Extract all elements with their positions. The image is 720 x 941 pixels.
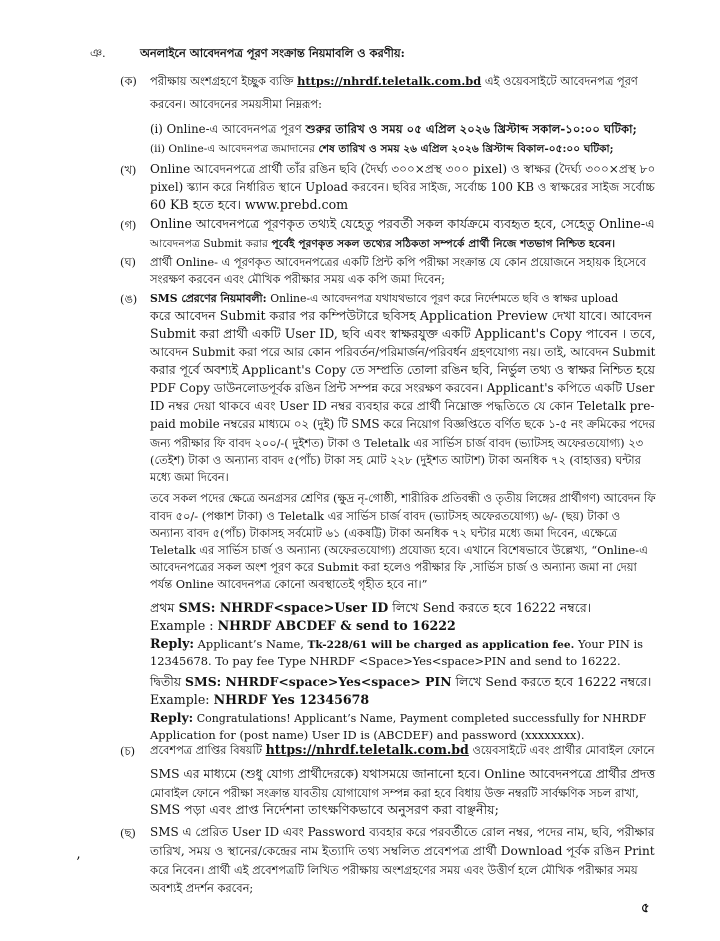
sms-rules-heading: SMS প্রেরণের নিয়মাবলী: <box>150 292 267 305</box>
second-sms-instruction: লিখে Send করতে হবে 16222 নম্বরে। <box>455 674 652 689</box>
item-ca-line-3: মোবাইল ফোনে পরীক্ষা সংক্রান্ত যাবতীয় যোগাযোগ সম্পন্ন করা হবে বিধায় উক্ত নম্বরটি সার্বক্ষণিক সচল রাখা, <box>150 786 639 800</box>
start-date-line <box>150 122 637 136</box>
second-sms-example <box>150 693 369 707</box>
item-ka-text-end: এই ওয়েবসাইটে আবেদনপত্র পূরণ <box>484 74 638 88</box>
second-sms-reply-line-2: Application for (post name) User ID is (ABCDEF) and password (xxxxxxxx). <box>150 728 585 742</box>
second-sms-example-value: NHRDF Yes 12345678 <box>213 692 370 707</box>
item-ca-text: প্রবেশপত্র প্রাপ্তির বিষয়টি <box>150 743 262 757</box>
second-sms-reply-text: Congratulations! Applicant’s Name, Payment completed successfully for NHRDF <box>196 712 647 725</box>
item-cha-line-3: করে নিবেন। প্রার্থী এই প্রবেশপত্রটি লিখিত পরীক্ষায় অংশগ্রহণের সময় এবং উত্তীর্ণ হলে মৌখিক পরীক্ষার সময় <box>150 863 638 877</box>
second-sms-line <box>150 675 651 689</box>
item-ga-line-2 <box>150 236 615 251</box>
start-date-label: (i) Online-এ আবেদনপত্র পূরণ <box>150 122 302 136</box>
item-uma-line-11: মধ্যে জমা দিবেন। <box>150 470 229 484</box>
section-number: ঞ. <box>90 46 106 60</box>
item-ka-line-2: করবেন। আবেদনের সময়সীমা নিম্নরূপ: <box>150 97 322 111</box>
end-date-line <box>150 141 614 156</box>
end-date-value: শেষ তারিখ ও সময় ২৬ এপ্রিল ২০২৬ খ্রিস্টাব্দ বিকাল-০৫:০০ ঘটিকা; <box>318 143 614 155</box>
first-sms-line <box>150 601 591 615</box>
item-uma-line-6: PDF Copy ডাউনলোডপূর্বক রঙিন প্রিন্ট সম্পন্ন করে সংরক্ষণ করবেন। Applicant's কপিতে একটি User <box>150 381 655 395</box>
start-date-value: শুরুর তারিখ ও সময় ০৫ এপ্রিল ২০২৬ খ্রিস্টাব্দ সকাল-১০:০০ ঘটিকা; <box>305 122 637 136</box>
item-uma-line-12: তবে সকল পদের ক্ষেত্রে অনগ্রসর শ্রেণির (ক্ষুদ্র নৃ-গোষ্ঠী, শারীরিক প্রতিবন্ধী ও তৃতীয় লিঙ্গের প্রার্থীগণ) আবেদন ফি <box>150 492 656 505</box>
item-kha-line-2: pixel) স্ক্যান করে নির্ধারিত স্থানে Upload করবেন। ছবির সাইজ, সর্বোচ্চ 100 KB ও স্বাক্ষরের সাইজ সর্বোচ্চ <box>150 180 655 194</box>
second-sms-example-label: Example: <box>150 692 210 707</box>
first-sms-format: SMS: NHRDF<space>User ID <box>178 600 389 615</box>
second-sms-reply-line-1 <box>150 711 646 726</box>
item-kha-label: (খ) <box>120 163 137 177</box>
item-ka-text: পরীক্ষায় অংশগ্রহণে ইচ্ছুক ব্যক্তি <box>150 74 294 88</box>
item-uma-line-15: Teletalk এর সার্ভিস চার্জ ও অন্যান্য (অফেরতযোগ্য) প্রযোজ্য হবে। এখানে বিশেষভাবে উল্লেখ্য, “Online-এ <box>150 543 648 557</box>
first-sms-example <box>150 619 456 633</box>
item-gha-line-1: প্রার্থী Online- এ পূরণকৃত আবেদনপত্রের একটি প্রিন্ট কপি পরীক্ষা সংক্রান্ত যে কোন প্রয়োজনে সহায়ক হিসেবে <box>150 255 646 269</box>
item-uma-line-1 <box>150 291 618 306</box>
first-sms-reply-text: Applicant’s Name, <box>197 637 304 651</box>
item-uma-line-13: বাবদ ৫০/- (পঞ্চাশ টাকা) ও Teletalk এর সার্ভিস চার্জ বাবদ (ভ্যাটসহ অফেরতযোগ্য) ৬/- (ছয়) টাকা ও <box>150 509 621 523</box>
item-ka-line-1 <box>150 74 638 88</box>
item-ka-label: (ক) <box>120 74 137 88</box>
sms-rules-text: Online-এ আবেদনপত্র যথাযথভাবে পূরণ করে নির্দেশমতে ছবি ও স্বাক্ষর upload <box>270 292 619 305</box>
item-uma-line-2: করে আবেদন Submit করার পর কম্পিউটারে ছবিসহ Application Preview দেখা যাবে। আবেদন <box>150 308 652 323</box>
item-uma-label: (ঙ) <box>120 292 138 306</box>
item-kha-line-3: 60 KB হতে হবে। www.prebd.com <box>150 197 349 212</box>
item-uma-line-14: অন্যান্য বাবদ ৫(পাঁচ) টাকাসহ সর্বমোট ৬১ (একষট্টি) টাকা অনধিক ৭২ ঘন্টার মধ্যে জমা দিবেন, এক্ষেত্রে <box>150 526 617 540</box>
item-uma-line-3: Submit করা প্রার্থী একটি User ID, ছবি এবং স্বাক্ষরযুক্ত একটি Applicant's Copy পাবেন । তবে, <box>150 326 656 341</box>
item-uma-line-8: paid mobile নম্বরের মাধ্যমে ০২ (দুই) টি SMS করে নিয়োগ বিজ্ঞপ্তিতে বর্ণিত ছকে ১-৫ নং ক্রমিকের পদের <box>150 417 656 431</box>
item-uma-line-4: আবেদন Submit করা পরে আর কোন পরিবর্তন/পরিমার্জন/পরিবর্ধন গ্রহণযোগ্য নয়। তাই, আবেদন Submit <box>150 345 656 359</box>
scan-mark: ’ <box>76 855 81 871</box>
item-uma-line-5: করার পূর্বে অবশ্যই Applicant's Copy তে সম্প্রতি তোলা রঙিন ছবি, নির্ভুল তথ্য ও স্বাক্ষর নিশ্চিত হয়ে <box>150 363 655 377</box>
item-cha-line-4: অবশ্যই প্রদর্শন করবেন; <box>150 881 254 895</box>
item-ca-line-2: SMS এর মাধ্যমে (শুধু যোগ্য প্রার্থীদেরকে) যথাসময়ে জানানো হবে। Online আবেদনপত্রে প্রার্থীর প্রদত্ত <box>150 767 656 781</box>
first-sms-reply-line-2: 12345678. To pay fee Type NHRDF <Space>Yes<space>PIN and send to 16222. <box>150 654 621 668</box>
item-ga-label: (গ) <box>120 218 137 232</box>
nhrdf-link[interactable]: https://nhrdf.teletalk.com.bd <box>297 74 482 88</box>
page-number: ৫ <box>641 901 650 916</box>
first-sms-example-value: NHRDF ABCDEF & send to 16222 <box>217 618 456 633</box>
item-cha-line-1: SMS এ প্রেরিত User ID এবং Password ব্যবহার করে পরবর্তীতে রোল নম্বর, পদের নাম, ছবি, পরীক্ষার <box>150 825 655 839</box>
item-ca-line-1 <box>150 743 655 757</box>
item-ca-line-4: SMS পড়া এবং প্রাপ্ত নির্দেশনা তাৎক্ষণিকভাবে অনুসরণ করা বাঞ্ছনীয়; <box>150 802 499 817</box>
item-cha-label: (ছ) <box>120 826 136 840</box>
item-ga-text: আবেদনপত্র Submit করার <box>150 237 268 250</box>
item-kha-line-1: Online আবেদনপত্রে প্রার্থী তাঁর রঙিন ছবি (দৈর্ঘ্য ৩০০×প্রস্থ ৩০০ pixel) ও স্বাক্ষর (দৈর্ঘ্য ৩০০×প্রস্থ ৮০ <box>150 162 656 176</box>
end-date-label: (ii) Online-এ আবেদনপত্র জমাদানের <box>150 143 315 155</box>
item-ca-label: (চ) <box>120 744 136 758</box>
first-sms-instruction: লিখে Send করতে হবে 16222 নম্বরে। <box>392 600 592 615</box>
second-sms-label: দ্বিতীয় <box>150 674 182 689</box>
item-uma-line-10: (তেইশ) টাকা ও অন্যান্য বাবদ ৫(পাঁচ) টাকা সহ মোট ২২৮ (দুইশত আটাশ) টাকা অনধিক ৭২ (বাহাত্তর) ঘন্টার <box>150 453 641 467</box>
first-sms-reply-fee: Tk-228/61 will be charged as application fee. <box>307 639 575 651</box>
item-gha-line-2: সংরক্ষণ করবেন এবং মৌখিক পরীক্ষার সময় এক কপি জমা দিবেন; <box>150 272 445 286</box>
second-sms-reply-label: Reply: <box>150 710 194 725</box>
item-ga-bold: পূর্বেই পূরণকৃত সকল তথ্যের সঠিকতা সম্পর্কে প্রার্থী নিজে শতভাগ নিশ্চিত হবেন। <box>271 237 616 250</box>
item-uma-line-9: জন্য পরীক্ষার ফি বাবদ ২০০/-( দুইশত) টাকা ও Teletalk এর সার্ভিস চার্জ বাবদ (ভ্যাটসহ অফেরতযোগ্য) ২৩ <box>150 436 644 450</box>
first-sms-reply-label: Reply: <box>150 636 195 651</box>
second-sms-format: SMS: NHRDF<space>Yes<space> PIN <box>185 674 452 689</box>
item-uma-line-16: আবেদনপত্রের সকল অংশ পূরণ করে Submit করা হলেও পরীক্ষার ফি ,সার্ভিস চার্জ ও অন্যান্য জমা না দেয়া <box>150 560 637 574</box>
item-ca-text-end: ওয়েবসাইটে এবং প্রার্থীর মোবাইল ফোনে <box>472 743 655 757</box>
item-uma-line-17: পর্যন্ত Online আবেদনপত্র কোনো অবস্থাতেই গৃহীত হবে না।” <box>150 577 428 591</box>
item-ga-line-1: Online আবেদনপত্রে পূরণকৃত তথ্যই যেহেতু পরবর্তী সকল কার্যক্রমে ব্যবহৃত হবে, সেহেতু Online-এ <box>150 216 655 231</box>
item-gha-label: (ঘ) <box>120 255 136 269</box>
item-uma-line-7: ID নম্বর দেয়া থাকবে এবং User ID নম্বর ব্যবহার করে প্রার্থী নিম্নোক্ত পদ্ধতিতে যে কোন Teletalk pre- <box>150 399 655 413</box>
first-sms-label: প্রথম <box>150 600 175 615</box>
first-sms-reply-tail: Your PIN is <box>577 637 643 651</box>
section-heading: অনলাইনে আবেদনপত্র পূরণ সংক্রান্ত নিয়মাবলি ও করণীয়: <box>140 46 405 60</box>
first-sms-example-label: Example : <box>150 618 214 633</box>
first-sms-reply-line-1 <box>150 637 643 652</box>
nhrdf-link-2[interactable]: https://nhrdf.teletalk.com.bd <box>265 742 469 757</box>
item-cha-line-2: তারিখ, সময় ও স্থানের/কেন্দ্রের নাম ইত্যাদি তথ্য সম্বলিত প্রবেশপত্র প্রার্থী Download পূর্বক রঙিন Print <box>150 844 655 858</box>
